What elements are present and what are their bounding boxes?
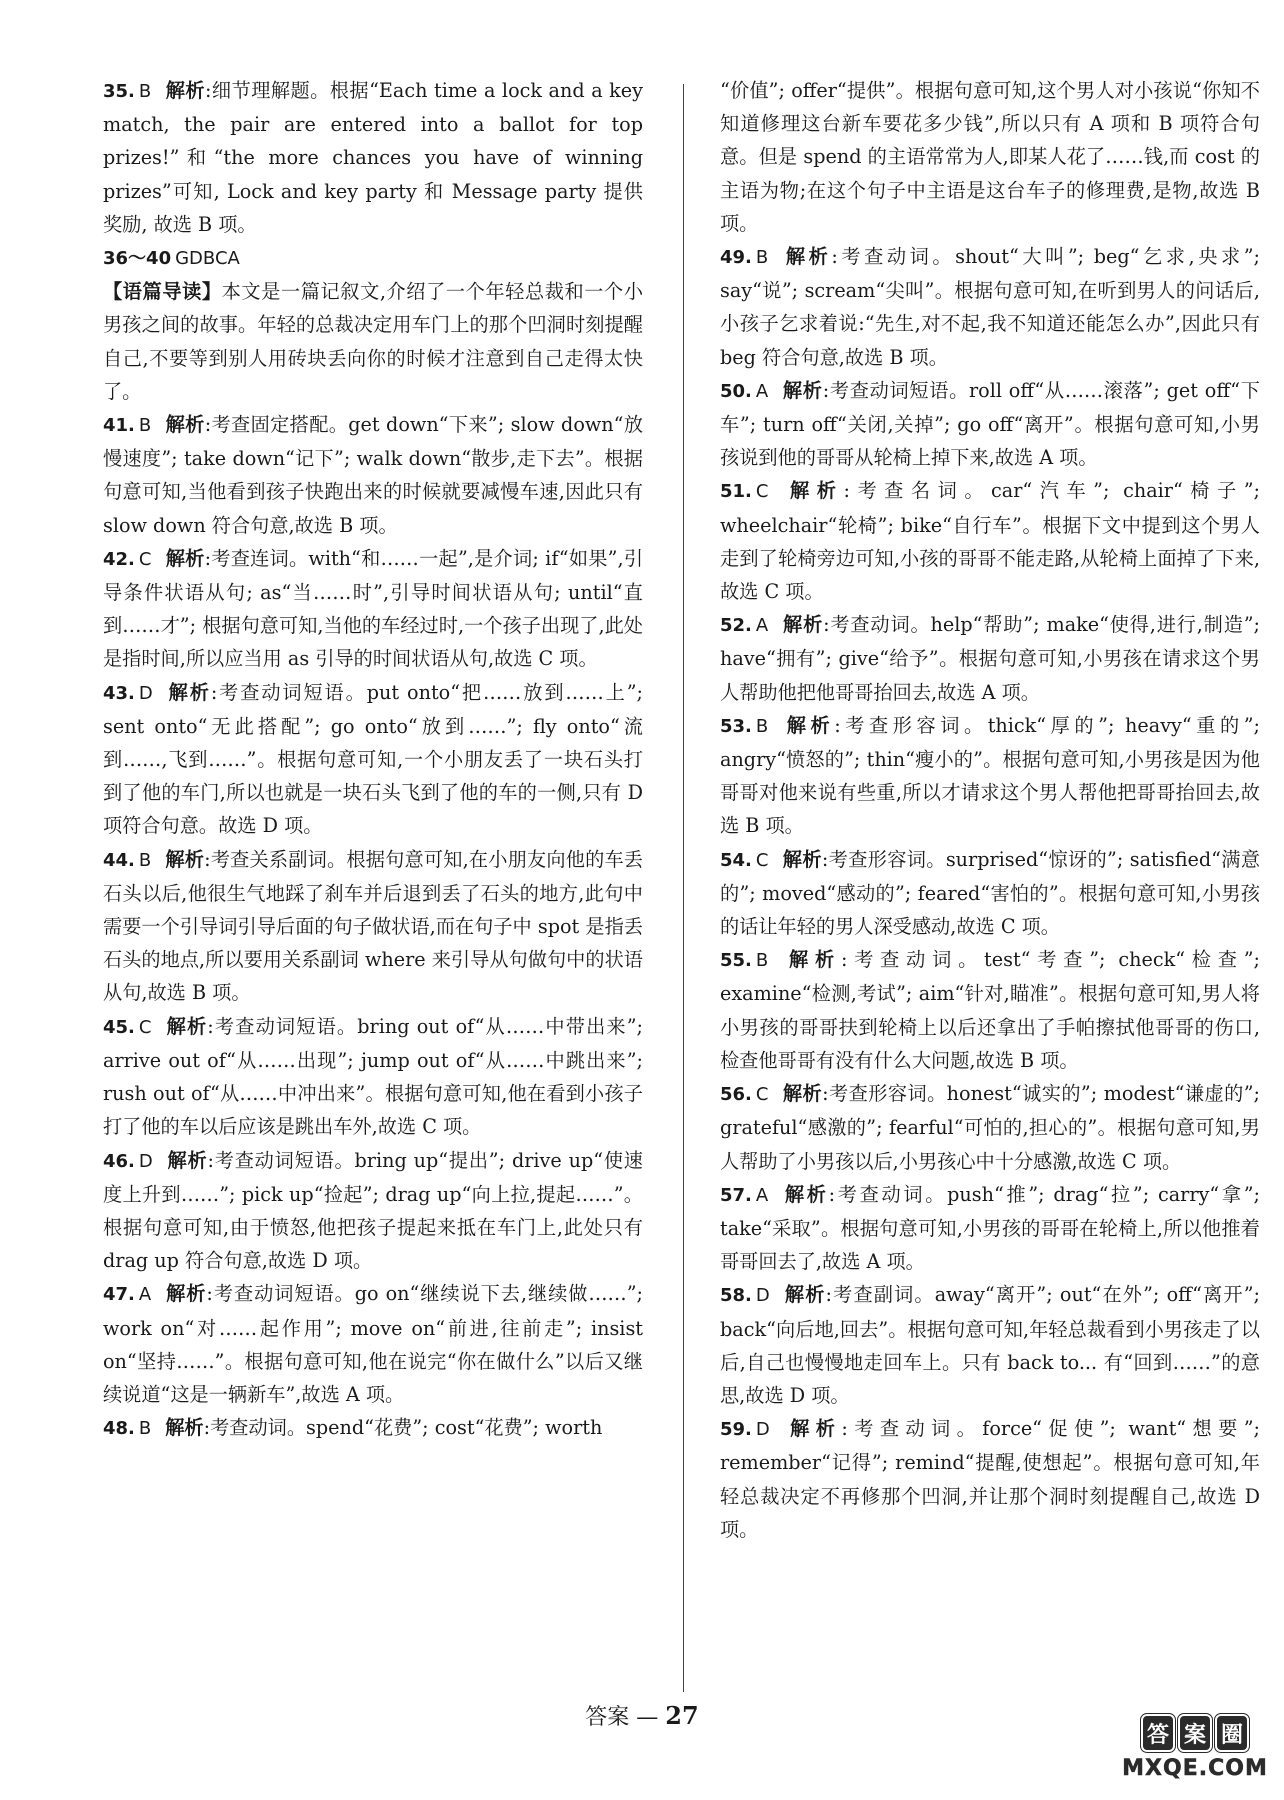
entry-text: :考查形容词。honest“诚实的”; modest“谦虚的”; grateful“感激的”; fearful“可怕的,担心的”。根据句意可知,男人帮助了小男孩以后,小男孩心中十分感激,故选 C 项。 bbox=[720, 1082, 1261, 1173]
entry-text: “价值”; offer“提供”。根据句意可知,这个男人对小孩说“你知不知道修理这台新车要花多少钱”,所以只有 A 项和 B 项符合句意。但是 spend 的主语常常为人,即某人花了……钱,而 cost 的主语为物;在这个句子中主语是这台车子的修理费,是物,故选 B 项。 bbox=[720, 79, 1260, 235]
answer-entry bbox=[720, 608, 1260, 709]
analysis-label: 解析 bbox=[165, 79, 205, 102]
answer-entry bbox=[720, 474, 1260, 608]
analysis-label: 解析 bbox=[166, 1148, 208, 1172]
entry-text: :考查动词短语。bring up“提出”; drive up“使速度上升到……”; pick up“捡起”; drag up“向上拉,提起……”。根据句意可知,由于愤怒,他把孩子提起来抵在车门上,此处只有 drag up 符合句意,故选 D 项。 bbox=[103, 1148, 643, 1273]
question-number: 59. bbox=[720, 1419, 752, 1441]
column-divider bbox=[683, 84, 684, 1692]
answer-letter: C bbox=[755, 481, 769, 503]
entry-text: :考查连词。with“和……一起”,是介词; if“如果”,引导条件状语从句; as“当……时”,引导时间状语从句; until“直到……才”; 根据句意可知,当他的车经过时,一个孩子出现了,此处是指时间,所以应当用 as 引导的时间状语从句,故选 C 项。 bbox=[103, 546, 644, 671]
watermark-char: 圈 bbox=[1215, 1714, 1249, 1752]
answer-entry bbox=[103, 241, 643, 275]
answer-entry bbox=[103, 1277, 643, 1411]
entry-text: :考查动词。spend“花费”; cost“花费”; worth bbox=[203, 1416, 603, 1440]
question-number: 53. bbox=[720, 715, 752, 737]
answer-letter: C bbox=[755, 1084, 769, 1106]
analysis-label: 解析 bbox=[782, 713, 835, 737]
entry-text: :考查关系副词。根据句意可知,在小朋友向他的车丢石头以后,他很生气地踩了刹车并后退到丢了石头的地方,此句中需要一个引导词引导后面的句子做状语,而在句子中 spot 是指丢石头的地点,所以要用关系副词 where 来引导从句做句中的状语从句,故选 B 项。 bbox=[103, 847, 643, 1005]
analysis-label: 解析 bbox=[782, 1082, 823, 1106]
question-number: 56. bbox=[720, 1084, 752, 1106]
question-number: 42. bbox=[103, 548, 135, 570]
question-number: 35. bbox=[103, 81, 135, 102]
left-column bbox=[103, 74, 643, 1445]
answer-entry bbox=[103, 275, 643, 408]
entry-text: :细节理解题。根据“Each time a lock and a key match, the pair are entered into a ballot for top prizes!”和“the more chances you have of winning prizes”可知, Lock and key party 和 Message party 提供奖励, 故选 B 项。 bbox=[103, 79, 644, 236]
answer-entry bbox=[720, 943, 1260, 1077]
answer-entry bbox=[720, 1278, 1260, 1412]
question-number: 41. bbox=[103, 415, 135, 437]
question-number: 52. bbox=[720, 615, 752, 637]
answer-letter: A bbox=[755, 380, 769, 402]
answer-entry bbox=[103, 542, 643, 676]
page-number: 27 bbox=[665, 1701, 699, 1730]
answer-letter: B bbox=[755, 950, 769, 972]
answer-entry bbox=[103, 676, 643, 843]
answer-entry bbox=[720, 240, 1260, 374]
answer-letter: D bbox=[138, 1150, 153, 1172]
watermark-char: 答 bbox=[1141, 1714, 1175, 1752]
entry-text: :考查动词。help“帮助”; make“使得,进行,制造”; have“拥有”; give“给予”。根据句意可知,小男孩在请求这个男人帮助他把他哥哥抬回去,故选 A 项。 bbox=[720, 613, 1260, 704]
answer-letter: B bbox=[138, 415, 152, 437]
watermark-char: 案 bbox=[1178, 1714, 1212, 1752]
question-number: 43. bbox=[103, 682, 135, 704]
answer-letter: C bbox=[138, 548, 152, 570]
question-number: 48. bbox=[103, 1418, 135, 1440]
entry-text: :考查动词短语。bring out of“从……中带出来”; arrive out of“从……出现”; jump out of“从……中跳出来”; rush out of“从……中冲出来”。根据句意可知,他在看到小孩子打了他的车以后应该是跳出车外,故选 C 项。 bbox=[103, 1014, 644, 1139]
answer-entry bbox=[720, 1077, 1260, 1178]
answer-letter: C bbox=[138, 1016, 152, 1038]
answer-entry bbox=[720, 709, 1260, 843]
analysis-label: 解析 bbox=[782, 948, 841, 972]
analysis-label: 解析 bbox=[165, 1282, 207, 1306]
analysis-label: 解析 bbox=[166, 680, 211, 704]
reading-guide-tag: 【语篇导读】 bbox=[103, 280, 222, 304]
page-footer bbox=[0, 1700, 1284, 1731]
answer-letter: GDBCA bbox=[175, 248, 240, 270]
answer-entry bbox=[103, 1010, 643, 1144]
answer-letter: D bbox=[138, 682, 153, 704]
entry-text: :考查动词。force“促使”; want“想要”; remember“记得”; remind“提醒,使想起”。根据句意可知,年轻总裁决定不再修那个凹洞,并让那个洞时刻提醒自己,故选 D 项。 bbox=[720, 1417, 1260, 1541]
watermark-url: MXQE.COM bbox=[1122, 1756, 1268, 1781]
answer-entry bbox=[103, 408, 643, 542]
entry-text: :考查动词短语。go on“继续说下去,继续做……”; work on“对……起作用”; move on“前进,往前走”; insist on“坚持……”。根据句意可知,他在说完“你在做什么”以后又继续说道“这是一辆新车”,故选 A 项。 bbox=[103, 1282, 643, 1406]
answer-letter: A bbox=[755, 615, 769, 637]
question-number: 36～40 bbox=[103, 248, 172, 270]
analysis-label: 解析 bbox=[782, 847, 822, 871]
answer-letter: B bbox=[138, 81, 152, 102]
analysis-label: 解析 bbox=[782, 245, 832, 269]
answer-letter: B bbox=[755, 247, 769, 269]
analysis-label: 解析 bbox=[783, 1283, 826, 1307]
answer-entry bbox=[103, 843, 643, 1010]
entry-text: :考查动词短语。roll off“从……滚落”; get off“下车”; turn off“关闭,关掉”; go off“离开”。根据句意可知,小男孩说到他的哥哥从轮椅上掉下来,故选 A 项。 bbox=[720, 378, 1260, 470]
answer-entry bbox=[720, 1412, 1260, 1546]
watermark-logo bbox=[1120, 1714, 1270, 1788]
answer-entry bbox=[103, 1144, 643, 1278]
answer-entry bbox=[103, 1411, 643, 1445]
answer-letter: C bbox=[755, 849, 769, 871]
footer-label: 答案 — bbox=[585, 1705, 659, 1730]
question-number: 46. bbox=[103, 1150, 135, 1172]
analysis-label: 解析 bbox=[782, 378, 823, 402]
answer-letter: D bbox=[755, 1419, 770, 1441]
question-number: 58. bbox=[720, 1285, 752, 1307]
analysis-label: 解析 bbox=[783, 1417, 842, 1441]
right-column bbox=[720, 74, 1260, 1546]
question-number: 57. bbox=[720, 1184, 752, 1206]
analysis-label: 解析 bbox=[165, 413, 205, 437]
entry-text: :考查固定搭配。get down“下来”; slow down“放慢速度”; take down“记下”; walk down“散步,走下去”。根据句意可知,当他看到孩子快跑出来的时候就要减慢车速,因此只有 slow down 符合句意,故选 B 项。 bbox=[103, 413, 644, 537]
question-number: 51. bbox=[720, 481, 752, 503]
entry-text: 本文是一篇记叙文,介绍了一个年轻总裁和一个小男孩之间的故事。年轻的总裁决定用车门上的那个凹洞时刻提醒自己,不要等到别人用砖块丢向你的时候才注意到自己走得太快了。 bbox=[103, 280, 644, 403]
analysis-label: 解析 bbox=[782, 479, 844, 503]
answer-letter: D bbox=[755, 1285, 770, 1307]
entry-text: :考查名词。car“汽车”; chair“椅子”; wheelchair“轮椅”; bike“自行车”。根据下文中提到这个男人走到了轮椅旁边可知,小孩的哥哥不能走路,从轮椅上面掉了下来,故选 C 项。 bbox=[720, 479, 1260, 604]
question-number: 50. bbox=[720, 380, 752, 402]
entry-text: :考查副词。away“离开”; out“在外”; off“离开”; back“向后地,回去”。根据句意可知,年轻总裁看到小男孩走了以后,自己也慢慢地走回车上。只有 back to... 有“回到……”的意思,故选 D 项。 bbox=[720, 1283, 1260, 1407]
analysis-label: 解析 bbox=[782, 613, 824, 637]
answer-letter: A bbox=[138, 1284, 152, 1306]
answer-letter: B bbox=[138, 849, 152, 871]
analysis-label: 解析 bbox=[165, 1416, 204, 1440]
analysis-label: 解析 bbox=[165, 1014, 208, 1038]
answer-letter: A bbox=[755, 1184, 769, 1206]
answer-entry bbox=[720, 843, 1260, 944]
entry-text: :考查动词短语。put onto“把……放到……上”; sent onto“无此搭配”; go onto“放到……”; fly onto“流到……,飞到……”。根据句意可知,一个小朋友丢了一块石头打到了他的车门,所以也就是一块石头飞到了他的车的一侧,只有 D 项符合句意。故选 D 项。 bbox=[103, 680, 644, 838]
entry-text: :考查动词。shout“大叫”; beg“乞求,央求”; say“说”; scream“尖叫”。根据句意可知,在听到男人的问话后,小孩子乞求着说:“先生,对不起,我不知道还能怎么办”,因此只有 beg 符合句意,故选 B 项。 bbox=[720, 245, 1261, 369]
analysis-label: 解析 bbox=[165, 546, 205, 570]
analysis-label: 解析 bbox=[165, 847, 205, 871]
answer-entry bbox=[720, 74, 1260, 240]
answer-letter: B bbox=[138, 1418, 152, 1440]
question-number: 44. bbox=[103, 849, 135, 871]
entry-text: :考查动词。push“推”; drag“拉”; carry“拿”; take“采取”。根据句意可知,小男孩的哥哥在轮椅上,所以他推着哥哥回去了,故选 A 项。 bbox=[720, 1182, 1260, 1274]
question-number: 49. bbox=[720, 247, 752, 269]
answer-letter: B bbox=[755, 715, 769, 737]
entry-text: :考查形容词。surprised“惊讶的”; satisfied“满意的”; moved“感动的”; feared“害怕的”。根据句意可知,小男孩的话让年轻的男人深受感动,故选 C 项。 bbox=[720, 847, 1261, 939]
entry-text: :考查动词。test“考查”; check“检查”; examine“检测,考试”; aim“针对,瞄准”。根据句意可知,男人将小男孩的哥哥扶到轮椅上以后还拿出了手帕擦拭他哥哥的伤口,检查他哥哥有没有什么大问题,故选 B 项。 bbox=[720, 948, 1260, 1072]
answer-entry bbox=[720, 1178, 1260, 1279]
answer-entry bbox=[720, 374, 1260, 475]
question-number: 45. bbox=[103, 1016, 135, 1038]
question-number: 55. bbox=[720, 950, 752, 972]
answer-entry bbox=[103, 74, 643, 241]
analysis-label: 解析 bbox=[782, 1182, 829, 1206]
entry-text: :考查形容词。thick“厚的”; heavy“重的”; angry“愤怒的”; thin“瘦小的”。根据句意可知,小男孩是因为他哥哥对他来说有些重,所以才请求这个男人帮他把哥哥抬回去,故选 B 项。 bbox=[720, 713, 1261, 838]
question-number: 54. bbox=[720, 849, 752, 871]
question-number: 47. bbox=[103, 1284, 135, 1306]
